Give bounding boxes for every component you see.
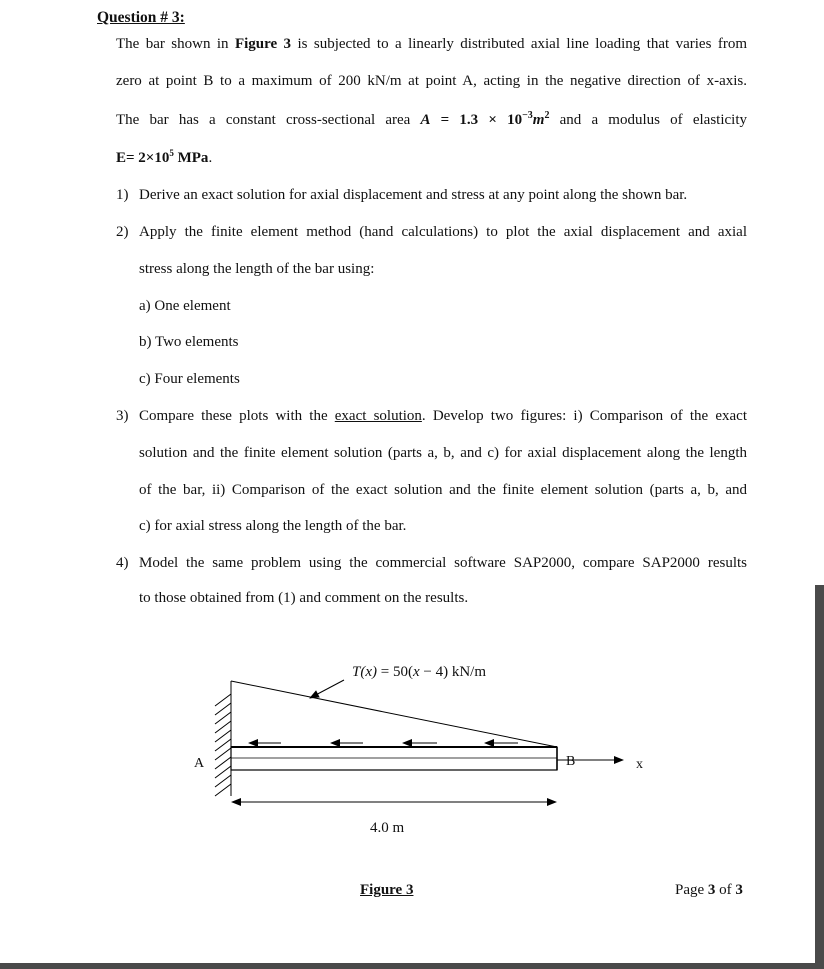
figure-caption: Figure 3 <box>360 882 414 898</box>
page-number: Page 3 of 3 <box>675 882 743 898</box>
item-3-number: 3) <box>116 408 129 424</box>
item-1-text: Derive an exact solution for axial displacement and stress at any point along the shown bar. <box>139 187 688 203</box>
x-axis-label: x <box>636 757 643 772</box>
item-3-line-3: of the bar, ii) Comparison of the exact solution and the finite element solution (parts a, b, and <box>139 482 747 498</box>
item-4-line-1: Model the same problem using the commercial software SAP2000, compare SAP2000 results <box>139 555 747 571</box>
item-2c: c) Four elements <box>139 371 240 387</box>
point-a-label: A <box>194 756 205 771</box>
item-4-line-2: to those obtained from (1) and comment on the results. <box>139 590 469 606</box>
item-2a: a) One element <box>139 298 231 314</box>
item-3-line-4: c) for axial stress along the length of the bar. <box>139 518 407 534</box>
item-2-line-1: Apply the finite element method (hand calculations) to plot the axial displacement and axial <box>139 224 747 240</box>
intro-line-4: $E= 2\times 10^5$ MPa. <box>116 148 213 166</box>
question-heading: Question # 3: <box>97 9 185 26</box>
intro-line-2: zero at point B to a maximum of 200 kN/m at point A, acting in the negative direction of x-axis. <box>116 73 747 89</box>
item-2-line-2: stress along the length of the bar using: <box>139 261 375 277</box>
intro-line-3: The bar has a constant cross-sectional area $A = 1.3 \times 10^{-3}m^2$ and a modulus of elasticity <box>116 110 747 128</box>
item-1-number: 1) <box>116 187 129 203</box>
bar <box>231 747 557 770</box>
item-3-line-1: Compare these plots with the exact solution. Develop two figures: i) Comparison of the exact <box>139 408 748 424</box>
intro-line-1: The bar shown in Figure 3 is subjected to a linearly distributed axial line loading that varies from <box>116 36 747 52</box>
figure-reference: Figure 3 <box>234 36 292 52</box>
exact-solution-underlined: exact solution <box>334 408 422 424</box>
length-label: 4.0 m <box>370 820 405 836</box>
item-2b: b) Two elements <box>139 334 239 350</box>
item-2-number: 2) <box>116 224 129 240</box>
item-3-line-2: solution and the finite element solution (parts a, b, and c) for axial displacement along the length <box>139 445 747 461</box>
dimension-arrow-left <box>231 798 241 806</box>
window-edge-bottom <box>0 963 824 969</box>
dimension-arrow-right <box>547 798 557 806</box>
point-b-label: B <box>566 754 576 769</box>
fixed-support-hatching <box>215 690 231 796</box>
load-triangle-hypotenuse <box>231 681 557 747</box>
load-leader-arrow <box>310 680 344 698</box>
load-label: T(x) = 50(x − 4) kN/m <box>352 664 487 680</box>
item-4-number: 4) <box>116 555 129 571</box>
window-edge-right <box>815 585 824 969</box>
